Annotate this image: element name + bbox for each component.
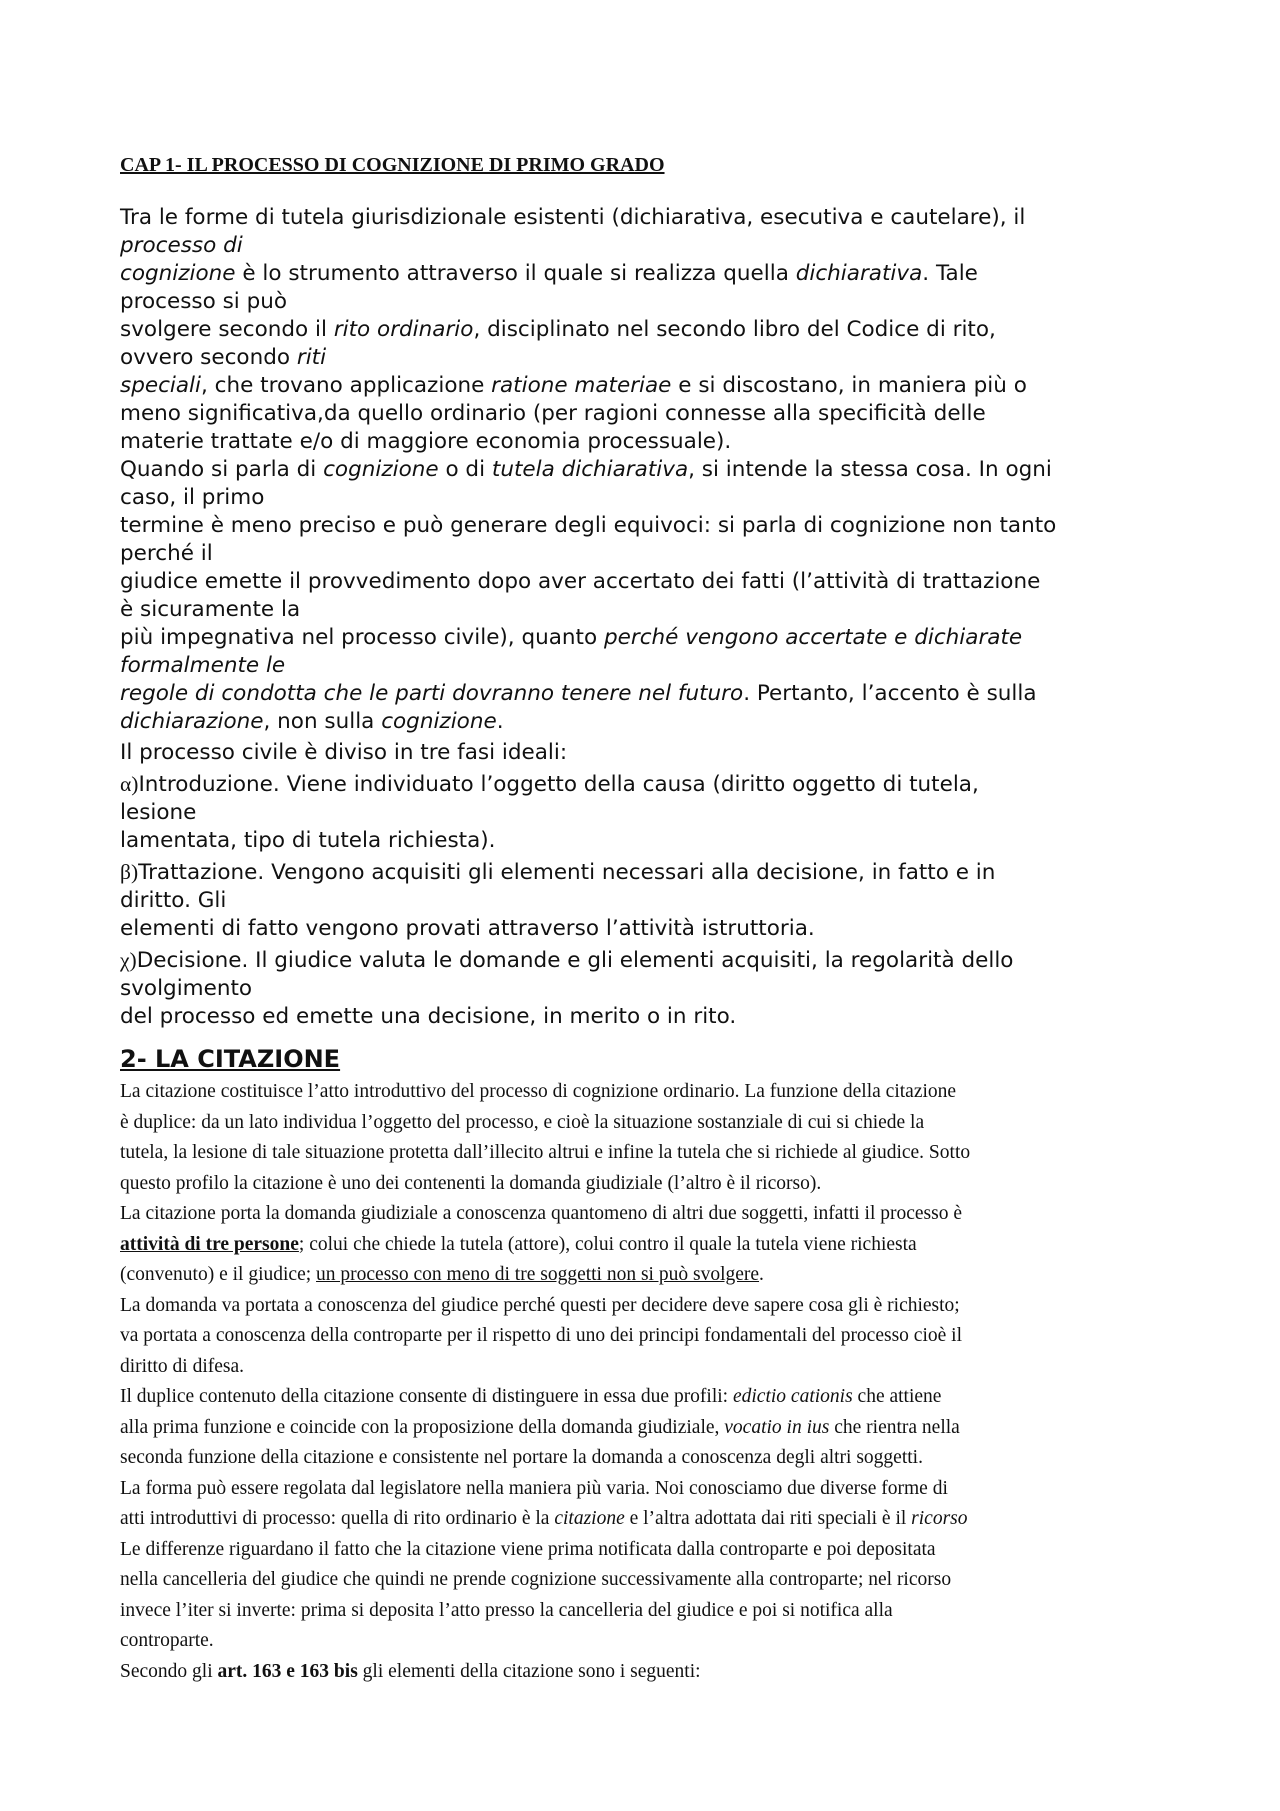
text-line [120,1565,1180,1596]
text-line [120,512,1180,540]
text-run: perché il [120,541,213,566]
text-run: tutela dichiarativa [491,457,689,482]
section-heading: 2- LA CITAZIONE [120,1045,341,1073]
text-run: è lo strumento attraverso il quale si realizza quella [235,261,796,286]
text-run: ovvero secondo [120,345,297,370]
text-run: , si intende la stessa cosa. In ogni [688,457,1052,482]
text-line [120,1291,1180,1322]
text-run: materie trattate e/o di maggiore economia processuale). [120,429,732,454]
text-line [120,1169,1180,1200]
text-line [120,652,1180,680]
intro-text [120,204,1180,1031]
text-run: ricorso [911,1508,968,1529]
text-run: dichiarazione [120,709,264,734]
text-run: Il processo civile è diviso in tre fasi ideali: [120,740,568,765]
text-run: seconda funzione della citazione e consistente nel portare la domanda a conoscenza degli altri soggetti. [120,1447,923,1468]
text-run: Le differenze riguardano il fatto che la citazione viene prima notificata dalla controparte e poi depositata [120,1538,936,1560]
text-line [120,400,1180,428]
text-line [120,739,1180,767]
text-run: lesione [120,800,197,825]
text-run: edictio cationis [732,1386,853,1407]
text-line [120,288,1180,316]
text-run: lamentata, tipo di tutela richiesta). [120,828,496,853]
text-run: più impegnativa nel processo civile), quanto [120,625,604,650]
text-run: un processo con meno di tre soggetti non si può svolgere [316,1264,760,1285]
text-line [120,1443,1180,1474]
text-run: e l’altra adottata dai riti speciali è il [624,1508,912,1529]
text-run: art. 163 e 163 bis [217,1660,358,1682]
text-line [120,1474,1180,1505]
text-line [120,624,1180,652]
text-line [120,1260,1180,1291]
text-run: rito ordinario [333,317,474,342]
text-run: elementi di fatto vengono provati attraverso l’attività istruttoria. [120,916,815,941]
text-run: e si discostano, in maniera più o [671,373,1027,398]
text-run: , che trovano applicazione [201,373,492,398]
text-line [120,770,1180,799]
text-run: riti [296,345,327,370]
text-line [120,568,1180,596]
text-run: diritto di difesa. [120,1355,245,1377]
text-run: β) [120,860,139,884]
text-run: La domanda va portata a conoscenza del giudice perché questi per decidere deve sapere cosa gli è richiesto; [120,1294,960,1316]
text-line [120,1504,1180,1535]
text-run: termine è meno preciso e può generare degli equivoci: si parla di cognizione non tanto [120,513,1057,538]
text-run: o di [438,457,492,482]
text-run: del processo ed emette una decisione, in merito o in rito. [120,1004,737,1029]
text-run: meno significativa,da quello ordinario (per ragioni connesse alla specificità delle [120,401,986,426]
text-line [120,596,1180,624]
text-run: è sicuramente la [120,597,301,622]
text-run: Quando si parla di [120,457,324,482]
text-run: è duplice: da un lato individua l’oggetto del processo, e cioè la situazione sostanziale di cui si chiede la [120,1111,925,1133]
text-line [120,915,1180,943]
text-run: α) [120,772,139,796]
text-run: La forma può essere regolata dal legislatore nella maniera più varia. Noi conosciamo due diverse forme di [120,1477,948,1499]
text-run: perché vengono accertate e dichiarate [603,625,1023,650]
citazione-text [120,1077,1180,1687]
text-run: cognizione [120,261,236,286]
text-run: Tra le forme di tutela giurisdizionale esistenti (dichiarativa, esecutiva e cautelare), il [120,205,1026,230]
text-line [120,344,1180,372]
text-line [120,1535,1180,1566]
text-run: La citazione porta la domanda giudiziale a conoscenza quantomeno di altri due soggetti, infatti il processo è [120,1203,962,1224]
text-line [120,316,1180,344]
text-line [120,1003,1180,1031]
text-line [120,484,1180,512]
text-line [120,1138,1180,1169]
text-line [120,799,1180,827]
text-line [120,260,1180,288]
text-run: La citazione costituisce l’atto introduttivo del processo di cognizione ordinario. La funzione della citazione [120,1081,957,1102]
text-line [120,428,1180,456]
text-run: ratione materiae [491,373,672,398]
text-run: . Tale [922,261,978,286]
text-line [120,708,1180,736]
text-run: , non sulla [263,709,382,734]
text-run: alla prima funzione e coincide con la proposizione della domanda giudiziale, [120,1416,725,1438]
text-run: gli elementi della citazione sono i seguenti: [357,1660,701,1682]
text-line [120,1626,1180,1657]
text-run: che rientra nella [829,1416,960,1438]
text-run: tutela, la lesione di tale situazione protetta dall’illecito altrui e infine la tutela che si richiede al giudice. Sotto [120,1142,971,1163]
text-line [120,232,1180,260]
text-run: citazione [554,1508,625,1529]
text-run: svolgimento [120,976,253,1001]
text-run: controparte. [120,1630,214,1651]
text-line [120,540,1180,568]
text-line [120,204,1180,232]
text-line [120,1657,1180,1688]
text-run: diritto. Gli [120,888,227,913]
text-run: processo di [120,233,243,258]
text-run: , disciplinato nel secondo libro del Codice di rito, [473,317,996,342]
text-line [120,887,1180,915]
text-run: Il duplice contenuto della citazione consente di distinguere in essa due profili: [120,1386,733,1407]
text-run: ; colui che chiede la tutela (attore), colui contro il quale la tutela viene richiesta [298,1233,917,1255]
text-line [120,1596,1180,1627]
text-line [120,1413,1180,1444]
text-run: processo si può [120,289,288,314]
text-run: Introduzione. Viene individuato l’oggetto della causa (diritto oggetto di tutela, [138,772,979,797]
text-run: vocatio in ius [724,1416,830,1438]
text-run: svolgere secondo il [120,317,334,342]
text-run: attività di tre persone [120,1233,299,1255]
text-run: formalmente le [120,653,286,678]
text-run: invece l’iter si inverte: prima si deposita l’atto presso la cancelleria del giudice e poi si notifica alla [120,1599,893,1621]
text-run: nella cancelleria del giudice che quindi ne prende cognizione successivamente alla controparte; nel ricorso [120,1569,952,1590]
text-line [120,1199,1180,1230]
text-run: (convenuto) e il giudice; [120,1264,317,1285]
text-run: che attiene [852,1386,942,1407]
text-line [120,1230,1180,1261]
text-line [120,1108,1180,1139]
text-run: questo profilo la citazione è uno dei contenenti la domanda giudiziale (l’altro è il ricorso). [120,1172,822,1194]
text-run: Secondo gli [120,1660,218,1682]
text-run: . [496,709,504,734]
text-line [120,1382,1180,1413]
text-run: . Pertanto, l’accento è sulla [743,681,1037,706]
text-run: cognizione [323,457,439,482]
text-run: va portata a conoscenza della controparte per il rispetto di uno dei principi fondamentali del processo cioè il [120,1325,962,1346]
text-line [120,1321,1180,1352]
text-line [120,1352,1180,1383]
text-run: regole di condotta che le parti dovranno tenere nel futuro [120,681,744,706]
text-line [120,1077,1180,1108]
text-run: . [759,1264,764,1285]
text-line [120,680,1180,708]
text-run: Decisione. Il giudice valuta le domande e gli elementi acquisiti, la regolarità dello [136,948,1014,973]
text-run: giudice emette il provvedimento dopo aver accertato dei fatti (l’attività di trattazione [120,569,1041,594]
text-line [120,858,1180,887]
text-line [120,946,1180,975]
text-line [120,975,1180,1003]
chapter-title: CAP 1- IL PROCESSO DI COGNIZIONE DI PRIMO GRADO [120,154,665,176]
text-run: atti introduttivi di processo: quella di rito ordinario è la [120,1508,555,1529]
text-line [120,456,1180,484]
text-run: Trattazione. Vengono acquisiti gli elementi necessari alla decisione, in fatto e in [138,860,996,885]
text-run: caso, il primo [120,485,265,510]
text-line [120,827,1180,855]
text-run: speciali [120,373,201,398]
text-run: χ) [120,948,137,972]
text-run: cognizione [381,709,497,734]
text-run: dichiarativa [795,261,923,286]
text-line [120,372,1180,400]
